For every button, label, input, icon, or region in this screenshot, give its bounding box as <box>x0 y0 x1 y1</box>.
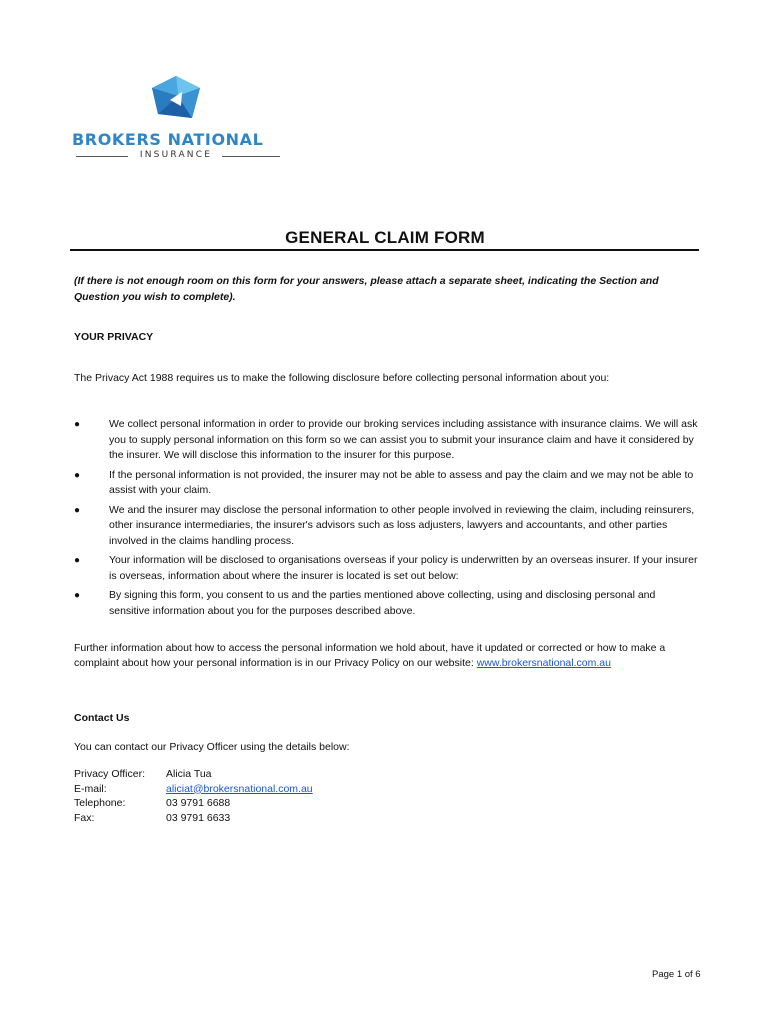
contact-heading: Contact Us <box>74 712 130 724</box>
brand-divider-left <box>76 156 128 157</box>
website-link[interactable]: www.brokersnational.com.au <box>476 657 611 669</box>
bullet-icon: ● <box>74 469 81 481</box>
list-item-text: If the personal information is not provided, the insurer may not be able to assess and pay the claim and we may not be able to assist with your claim. <box>109 468 694 496</box>
bullet-icon: ● <box>74 504 81 516</box>
brand-subtitle-row <box>72 150 284 162</box>
list-item <box>74 553 698 584</box>
privacy-heading: YOUR PRIVACY <box>74 331 154 343</box>
list-item-text: We collect personal information in order to provide our broking services including assistance with insurance claims. We will ask you to supply personal information on this form so we can assist you to submit your insurance claim and have it considered by the insurer. We will disclose this information to the insurer for this purpose. <box>109 418 698 461</box>
title-divider <box>70 249 699 251</box>
privacy-bullet-list <box>74 417 698 623</box>
privacy-officer-name: Alicia Tua <box>166 768 212 780</box>
brand-logo <box>72 74 284 166</box>
brand-name: BROKERS NATIONAL <box>72 130 264 149</box>
list-item-text: We and the insurer may disclose the personal information to other people involved in reviewing the claim, including reinsurers, other insurance intermediaries, the insurer's advisors such as loss adjusters, lawyers and accountants, and other parties involved in the claims handling process. <box>109 503 695 547</box>
bullet-icon: ● <box>74 555 81 566</box>
bullet-icon: ● <box>74 419 81 430</box>
contact-label: Fax: <box>74 811 95 824</box>
contact-label: Telephone: <box>74 797 126 809</box>
contact-row-privacy-officer <box>74 767 313 782</box>
intro-note: (If there is not enough room on this form for your answers, please attach a separate sheet, indicating the Section and Question you wish to complete). <box>74 275 659 303</box>
contact-label: E-mail: <box>74 782 107 795</box>
contact-lead: You can contact our Privacy Officer using the details below: <box>74 741 350 753</box>
email-link[interactable]: aliciat@brokersnational.com.au <box>166 782 313 795</box>
contact-row-email <box>74 782 313 797</box>
bullet-icon: ● <box>74 590 81 601</box>
brand-divider-right <box>222 156 280 157</box>
contact-label: Privacy Officer: <box>74 768 145 780</box>
list-item-text: Your information will be disclosed to organisations overseas if your policy is underwritten by an overseas insurer. If your insurer is overseas, information about where the insurer is located is set out below: <box>109 554 698 582</box>
contact-details <box>74 767 313 825</box>
list-item <box>74 588 698 619</box>
contact-row-telephone <box>74 796 313 811</box>
privacy-further-info <box>74 641 694 671</box>
list-item-text: By signing this form, you consent to us and the parties mentioned above collecting, using and disclosing personal and sensitive information about you for the purposes described above. <box>109 589 656 617</box>
list-item <box>74 468 698 499</box>
privacy-lead: The Privacy Act 1988 requires us to make the following disclosure before collecting personal information about you: <box>74 372 610 384</box>
fax-number: 03 9791 6633 <box>166 811 231 824</box>
triangle-logo-icon <box>148 74 204 124</box>
telephone-number: 03 9791 6688 <box>166 797 231 809</box>
list-item <box>74 503 698 550</box>
contact-row-fax <box>74 811 313 826</box>
page-number: Page 1 of 6 <box>652 969 701 980</box>
list-item <box>74 417 698 464</box>
further-info-text: Further information about how to access the personal information we hold about, have it updated or corrected or how to make a complaint about how your personal information is in our Privacy Policy on our website: <box>74 642 666 669</box>
page-title: GENERAL CLAIM FORM <box>285 228 485 247</box>
brand-subtitle: INSURANCE <box>139 150 213 160</box>
